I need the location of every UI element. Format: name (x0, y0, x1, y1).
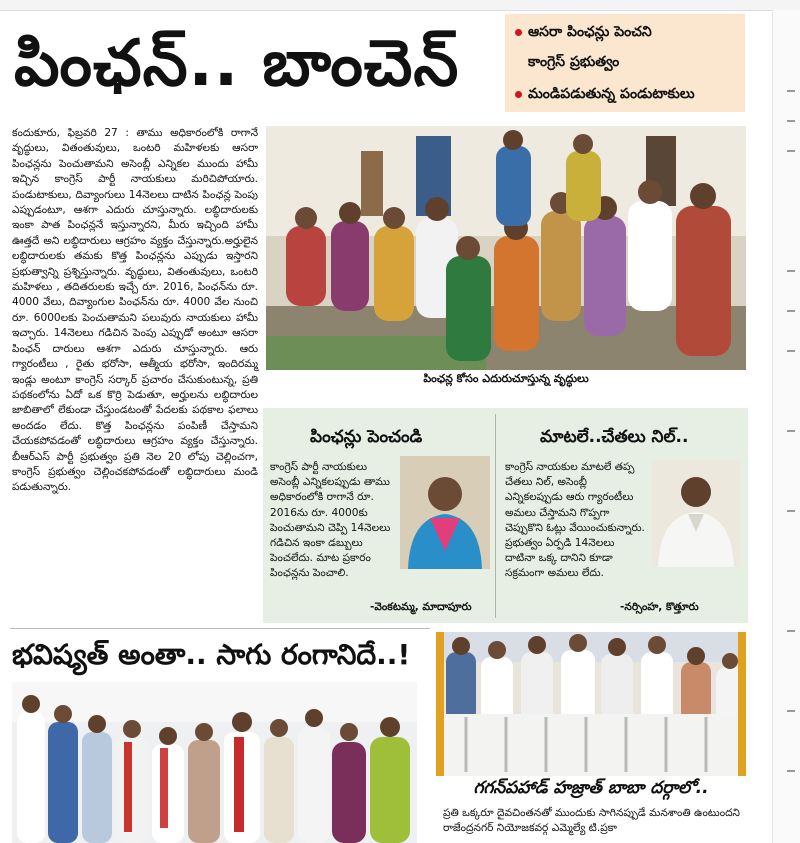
narsimha-portrait (652, 460, 740, 567)
quotes-divider (495, 414, 496, 618)
section-divider (10, 628, 430, 629)
page-top-strip (0, 0, 800, 11)
headline-bullets-box (505, 14, 745, 112)
bullet-item-1: ఆసరా పింఛన్లు పెంచని (515, 24, 652, 43)
main-headline: పింఛన్.. బాంచెన్ (14, 27, 460, 101)
elderly-queue-photo (266, 126, 746, 370)
quote-left-text: కాంగ్రెస్ పార్టీ నాయకులు అసెంబ్లీ ఎన్నికలప్పుడు తాము అధికారంలోకి రాగానే రూ. 2016ను రూ. 4000కు పెంచుతామని చెప్పి 14నెలలు గడిచిన ఇంకా డబ్బులు పెంచలేదు. మాట ప్రకారం పింఛన్లను పెంచాలి. (270, 461, 391, 580)
bullet-item-2: మండిపడుతున్న పండుటాకులు (515, 86, 695, 105)
bullet-item-1-cont: కాంగ్రెస్ ప్రభుత్వం (528, 54, 620, 70)
felicitation-photo (12, 682, 417, 843)
bullet-dot-icon (515, 91, 522, 98)
quote-right-text: కాంగ్రెస్ నాయకుల మాటలే తప్ప చేతలు నిల్, అసెంబ్లీ ఎన్నికలప్పుడు ఆరు గ్యారంటీలు అమలు చేస్తామని గొప్పగా చెప్పుకొని ఓట్లు వేయించుకున్నారు. ప్రభుత్వం ఏర్పడి 14నెలలు దాటినా ఒక్క దానిని కూడా సక్రమంగా అమలు లేదు. (505, 461, 645, 580)
dargah-story-text: ప్రతి ఒక్కరూ దైవచింతనతో ముందుకు సాగినప్పుడే మనశాంతి ఉంటుందని రాజేంద్రనగర్ నియోజకవర్గ ఎమ్మెల్యే టి.ప్రకా (443, 807, 740, 834)
quote-left-heading: పింఛన్లు పెంచండి (310, 427, 423, 447)
adjacent-page-edge (772, 10, 800, 843)
quote-left-signature: -వెంకటమ్మ, మాదాపూరు (370, 601, 472, 613)
dargah-photo (436, 632, 746, 776)
bullet-dot-icon (515, 29, 522, 36)
photo-caption: పింఛన్ల కోసం ఎదురుచూస్తున్న వృద్ధులు (423, 372, 589, 385)
agriculture-headline: భవిష్యత్ అంతా.. సాగు రంగానిదే..! (12, 638, 411, 671)
quote-right-heading: మాటలే..చేతలు నిల్.. (540, 427, 689, 447)
venkatamma-portrait (400, 456, 490, 569)
main-article-body (12, 126, 258, 496)
dargah-caption: గగన్‌పహాడ్ హజ్రాత్ బాబా దర్గాలో.. (473, 778, 709, 798)
quote-right-signature: -నర్సింహ, కొత్తూరు (620, 601, 699, 613)
main-article-text: కందుకూరు, ఫిబ్రవరి 27 : తాము అధికారంలోకి రాగానే వృద్ధులు, వితంతువులు, ఒంటరి మహిళలకు ఆసరా పింఛన్లను పెంచుతామని అసెంబ్లీ ఎన్నికల ముందు హామీ ఇచ్చిన కాంగ్రెస్ పార్టీ నాయకులు మరిచిపోయారు. పండుటాకులు, దివ్యాంగులు 14నెలలు దాటిన పింఛన్ల పెంపు ఎప్పుడంటూ, ఆశగా ఎదురు చూస్తున్నారు. లబ్ధిదారులకు ఇంకా పాత పింఛన్లనే ఇస్తున్నారని, మీరు ఇచ్చింది హామీ ఊత్తదే అని లబ్ధిదారులు ఆగ్రహం వ్యక్తం చేస్తున్నారు.అర్హులైన లబ్ధిదారులకు తమకు కొత్త పింఛన్లను ఎప్పుడు ఇస్తారని ప్రభుత్వాన్ని ప్రశ్నిస్తున్నారు. వృద్ధులు, వితంతువులు, ఒంటరి మహిళలు , తదితరులకు ఇచ్చే రూ. 2016, పింఛన్‌ను రూ. 4000 వేలు, దివ్యాంగుల పింఛన్‌ను రూ. 4000 వేల నుంచి రూ. 6000లకు పెంచుతామని పలువురు నాయకులు హామీ ఇచ్చారు. 14నెలలు గడిచిన పెంపు ఎప్పుడో అంటూ ఆసరా పింఛన్ దారులు ఆశగా ఎదురు చూస్తున్నారు. ఆరు గ్యారంటీలు , రైతు భరోసా, ఆత్మీయ భరోసా, ఇందిరమ్మ ఇండ్లు అంటూ కాంగ్రెస్ సర్కార్ ప్రచారం చేసుకుంటున్న, ప్రతి పథకంలోను ఏదో ఒక కొర్రి పెడుతూ, అర్హులను లబ్ధిదారుల జాబితాలో లేకుండా చేస్తుండటంతో పేదలకు పథకాల ఫలాలు అందడం లేదు. కొత్త పింఛన్లను పంపిణీ చేస్తామని చేయకపోవడంతో లబ్ధిదారులు ఆగ్రహం వ్యక్తం చేస్తున్నారు. బీఆర్ఎస్ పార్టీ ప్రభుత్వం ప్రతి నెల 20 లోపు చెల్లించగా, కాంగ్రెస్ ప్రభుత్వం చెల్లించకపోవడంతో లబ్ధిదారులు మండి పడుతున్నారు. (12, 127, 258, 494)
